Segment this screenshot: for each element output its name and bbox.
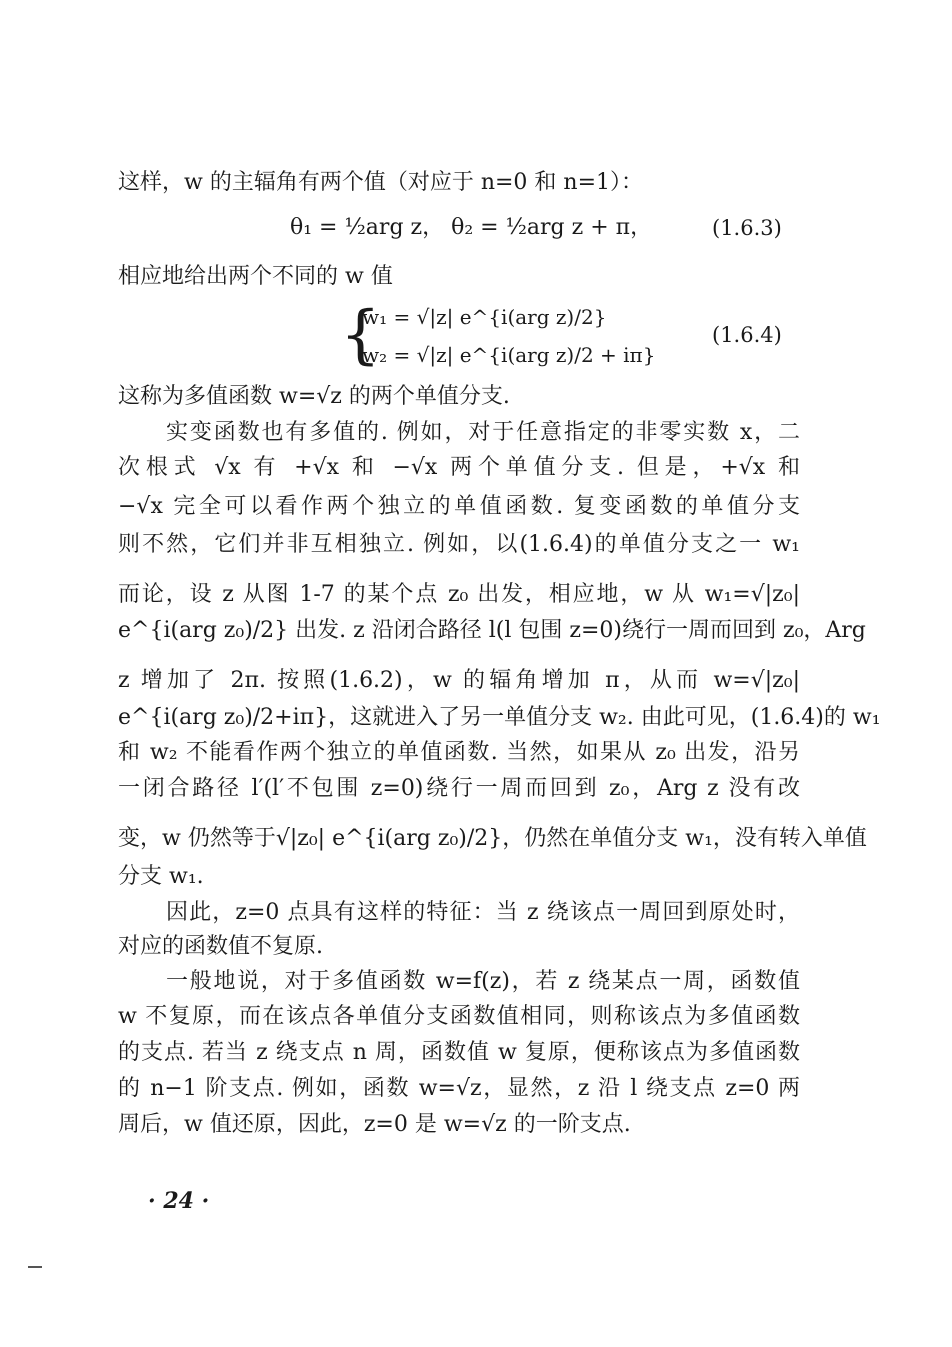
page-number: · 24 · (148, 1188, 210, 1214)
text-line: 一闭合路径 l′(l′不包围 z=0)绕行一周而回到 z₀，Arg z 没有改 (118, 776, 800, 801)
text-line: z 增加了 2π. 按照(1.6.2)，w 的辐角增加 π，从而 w=√|z₀| (118, 668, 800, 693)
scan-mark (28, 1266, 42, 1268)
text-line: 这样，w 的主辐角有两个值（对应于 n=0 和 n=1）： (118, 170, 644, 195)
text-line: 相应地给出两个不同的 w 值 (118, 264, 393, 289)
text-line: 周后，w 值还原，因此，z=0 是 w=√z 的一阶支点. (118, 1112, 631, 1137)
equation-1-6-3: θ₁ = ½arg z， θ₂ = ½arg z + π， (290, 215, 653, 240)
text-line: 和 w₂ 不能看作两个独立的单值函数. 当然，如果从 z₀ 出发，沿另 (118, 740, 800, 765)
text-line: 变，w 仍然等于√|z₀| e^{i(arg z₀)/2}，仍然在单值分支 w₁，没有转入单值 (118, 826, 867, 851)
equation-number: (1.6.4) (712, 323, 782, 347)
text-line: 一般地说，对于多值函数 w=f(z)，若 z 绕某点一周，函数值 (166, 969, 800, 994)
text-line: e^{i(arg z₀)/2+iπ}，这就进入了另一单值分支 w₂. 由此可见，(1.6.4)的 w₁ (118, 705, 881, 730)
text-line: 而论，设 z 从图 1-7 的某个点 z₀ 出发，相应地，w 从 w₁=√|z₀| (118, 582, 800, 607)
left-brace-icon: { (340, 298, 381, 372)
text-line: 对应的函数值不复原. (118, 934, 323, 959)
text-line: 的支点. 若当 z 绕支点 n 周，函数值 w 复原，便称该点为多值函数 (118, 1040, 800, 1065)
equation-number: (1.6.3) (712, 216, 782, 240)
text-line: 这称为多值函数 w=√z 的两个单值分支. (118, 384, 510, 409)
text-line: e^{i(arg z₀)/2} 出发. z 沿闭合路径 l(l 包围 z=0)绕行一周而回到 z₀，Arg (118, 618, 866, 643)
text-line: 的 n−1 阶支点. 例如，函数 w=√z，显然，z 沿 l 绕支点 z=0 两 (118, 1076, 800, 1101)
text-line: w 不复原，而在该点各单值分支函数值相同，则称该点为多值函数 (118, 1004, 800, 1029)
text-line: −√x 完全可以看作两个独立的单值函数. 复变函数的单值分支 (118, 494, 800, 519)
equation-1-6-4-w1: w₁ = √|z| e^{i(arg z)/2} (362, 305, 607, 329)
equation-1-6-4-w2: w₂ = √|z| e^{i(arg z)/2 + iπ} (362, 343, 656, 367)
text-line: 因此，z=0 点具有这样的特征：当 z 绕该点一周回到原处时， (166, 900, 800, 925)
text-line: 次根式 √x 有 +√x 和 −√x 两个单值分支. 但是，+√x 和 (118, 455, 800, 480)
text-line: 实变函数也有多值的. 例如，对于任意指定的非零实数 x，二 (166, 420, 800, 445)
text-line: 则不然，它们并非互相独立. 例如，以(1.6.4)的单值分支之一 w₁ (118, 532, 800, 557)
text-line: 分支 w₁. (118, 864, 204, 889)
